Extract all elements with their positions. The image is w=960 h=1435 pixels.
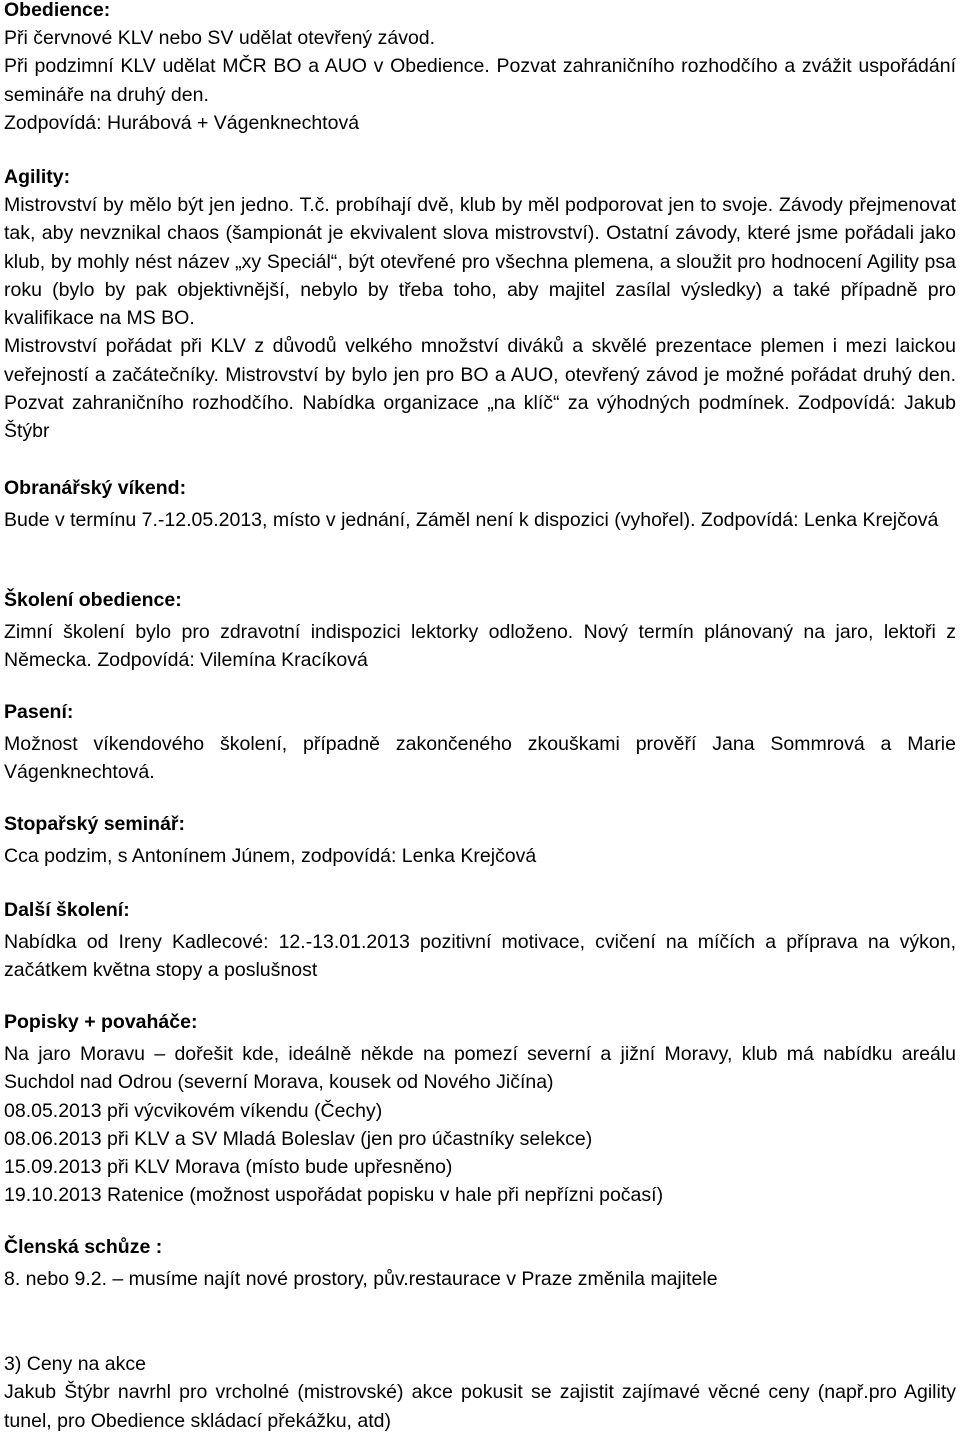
agility-paragraph-1: Mistrovství by mělo být jen jedno. T.č. probíhají dvě, klub by měl podporovat jen to svoje. Závody přejmenovat tak, aby nevznikal chaos (šampionát je ekvivalent slova mistrovství). Ostatní závody, které jsme pořádali jako klub, by mohly nést název „xy Speciál“, být otevřené pro všechna plemena, a sloužit pro hodnocení Agility psa roku (bylo by pak objektivnější, nebylo by třeba toho, aby majitel zasílal výsledky) a také případně pro kvalifikace na MS BO. (4, 194, 956, 330)
section-paseni (4, 700, 956, 787)
ceny-heading: 3) Ceny na akce (4, 1353, 146, 1375)
section-heading: Školení obedience: (4, 589, 182, 611)
section-heading: Další školení: (4, 899, 130, 921)
section-heading: Stopařský seminář: (4, 813, 185, 835)
section-obedience (4, 0, 956, 137)
section-stoparsky-seminar (4, 812, 956, 870)
section-popisky (4, 1010, 956, 1210)
section-heading: Členská schůze : (4, 1236, 163, 1258)
clenska-text: 8. nebo 9.2. – musíme najít nové prostory, pův.restaurace v Praze změnila majitele (4, 1268, 718, 1290)
obedience-text (4, 24, 956, 137)
stoparsky-text: Cca podzim, s Antonínem Júnem, zodpovídá: Lenka Krejčová (4, 845, 537, 867)
popisky-dates (4, 1097, 956, 1210)
section-heading: Popisky + povaháče: (4, 1011, 198, 1033)
section-heading: Obedience: (4, 0, 111, 21)
section-heading: Agility: (4, 166, 71, 188)
section-agility (4, 165, 956, 446)
skoleni-obedience-text: Zimní školení bylo pro zdravotní indispozici lektorky odloženo. Nový termín plánovaný na jaro, lektoři z Německa. Zodpovídá: Vilemína Kracíková (4, 621, 956, 672)
paseni-text: Možnost víkendového školení, případně zakončeného zkouškami prověří Jana Sommrová a Marie Vágenknechtová. (4, 733, 956, 784)
dalsi-skoleni-text: Nabídka od Ireny Kadlecové: 12.-13.01.2013 pozitivní motivace, cvičení na míčích a příprava na výkon, začátkem května stopy a poslušnost (4, 931, 956, 982)
obedience-line-3: Zodpovídá: Hurábová + Vágenknechtová (4, 111, 360, 134)
obranarsky-text: Bude v termínu 7.-12.05.2013, místo v jednání, Záměl není k dispozici (vyhořel). Zodpovídá: Lenka Krejčová (4, 509, 939, 531)
agility-paragraph-2: Mistrovství pořádat při KLV z důvodů velkého množství diváků a skvělé prezentace plemen i mezi laickou veřejností a začátečníky. Mistrovství by bylo jen pro BO a AUO, otevřený závod je možné pořádat druhý den. Pozvat zahraničního rozhodčího. Nabídka organizace „na klíč“ za výhodných podmínek. Zodpovídá: Jakub Štýbr (4, 335, 956, 443)
section-heading: Obranářský víkend: (4, 477, 187, 499)
section-ceny (4, 1350, 956, 1435)
section-skoleni-obedience (4, 588, 956, 675)
obedience-line-1: Při červnové KLV nebo SV udělat otevřený závod. (4, 27, 436, 49)
ceny-text: Jakub Štýbr navrhl pro vrcholné (mistrovské) akce pokusit se zajistit zajímavé věcné ceny (např.pro Agility tunel, pro Obedience skládací překážku, atd) (4, 1381, 956, 1432)
date-item: 08.06.2013 při KLV a SV Mladá Boleslav (jen pro účastníky selekce) (4, 1127, 593, 1150)
obedience-line-2: Při podzimní KLV udělat MČR BO a AUO v Obedience. Pozvat zahraničního rozhodčího a zvážit uspořádání semináře na druhý den. (4, 55, 956, 106)
section-dalsi-skoleni (4, 898, 956, 985)
section-heading: Pasení: (4, 701, 74, 723)
section-obranarsky-vikend (4, 476, 956, 534)
date-item: 19.10.2013 Ratenice (možnost uspořádat popisku v hale při nepřízni počasí) (4, 1184, 664, 1207)
section-clenska-schuze (4, 1235, 956, 1293)
popisky-intro: Na jaro Moravu – dořešit kde, ideálně někde na pomezí severní a jižní Moravy, klub má nabídku areálu Suchdol nad Odrou (severní Morava, kousek od Nového Jičína) (4, 1043, 956, 1094)
date-item: 08.05.2013 při výcvikovém víkendu (Čechy) (4, 1099, 383, 1122)
date-item: 15.09.2013 při KLV Morava (místo bude upřesněno) (4, 1156, 453, 1179)
